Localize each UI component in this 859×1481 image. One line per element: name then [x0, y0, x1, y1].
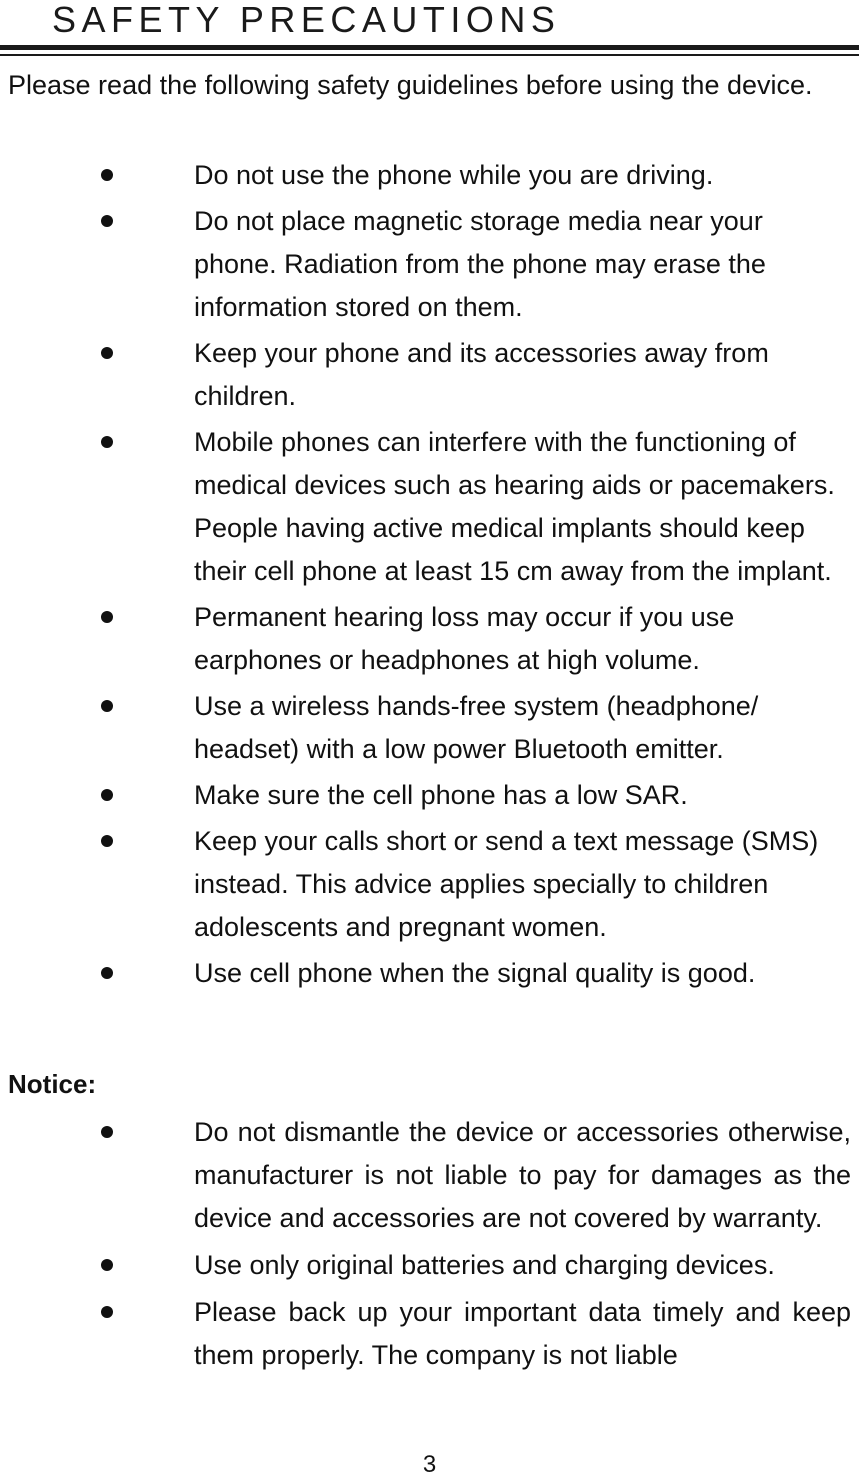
bullet-icon	[101, 1259, 113, 1271]
bullet-icon	[101, 215, 113, 227]
list-item-text: Do not dismantle the device or accessories otherwise, manufacturer is not liable to pay for damages as the device and accessories are not covered by warranty.	[194, 1117, 851, 1233]
title-divider-thick	[0, 45, 859, 50]
list-item-text: Permanent hearing loss may occur if you use earphones or headphones at high volume.	[194, 602, 735, 675]
list-item-text: Make sure the cell phone has a low SAR.	[194, 780, 688, 810]
bullet-icon	[101, 1306, 113, 1318]
bullet-icon	[101, 1126, 113, 1138]
list-item-text: Keep your phone and its accessories away from children.	[194, 338, 769, 411]
precautions-list	[0, 154, 859, 998]
list-item	[0, 774, 859, 817]
bullet-icon	[101, 789, 113, 801]
list-item	[0, 952, 859, 995]
intro-paragraph: Please read the following safety guidelines before using the device.	[8, 70, 813, 100]
list-item	[0, 1111, 859, 1240]
list-item-text: Use only original batteries and charging devices.	[194, 1250, 775, 1280]
list-item-text: Please back up your important data timely and keep them properly. The company is not liable	[194, 1297, 851, 1370]
bullet-icon	[101, 700, 113, 712]
bullet-icon	[101, 436, 113, 448]
list-item	[0, 1291, 859, 1377]
page-number: 3	[422, 1451, 437, 1478]
notice-heading: Notice:	[8, 1069, 97, 1099]
title-divider-thin	[0, 54, 859, 56]
bullet-icon	[101, 967, 113, 979]
bullet-icon	[101, 347, 113, 359]
list-item	[0, 200, 859, 329]
list-item	[0, 332, 859, 418]
list-item-text: Do not place magnetic storage media near your phone. Radiation from the phone may erase the information stored on them.	[194, 206, 766, 322]
list-item-text: Do not use the phone while you are driving.	[194, 160, 714, 190]
list-item	[0, 685, 859, 771]
list-item	[0, 421, 859, 593]
list-item-text: Keep your calls short or send a text message (SMS) instead. This advice applies specially to children adolescents and pregnant women.	[194, 826, 819, 942]
list-item-text: Use cell phone when the signal quality is good.	[194, 958, 756, 988]
list-item	[0, 820, 859, 949]
bullet-icon	[101, 835, 113, 847]
bullet-icon	[101, 169, 113, 181]
notice-list	[0, 1111, 859, 1381]
list-item-text: Use a wireless hands-free system (headphone/ headset) with a low power Bluetooth emitter.	[194, 691, 759, 764]
list-item	[0, 596, 859, 682]
page-title: SAFETY PRECAUTIONS	[52, 0, 561, 40]
list-item-text: Mobile phones can interfere with the functioning of medical devices such as hearing aids or pacemakers. People having active medical implants should keep their cell phone at least 15 cm away from the implant.	[194, 427, 835, 586]
bullet-icon	[101, 611, 113, 623]
list-item	[0, 1244, 859, 1287]
list-item	[0, 154, 859, 197]
